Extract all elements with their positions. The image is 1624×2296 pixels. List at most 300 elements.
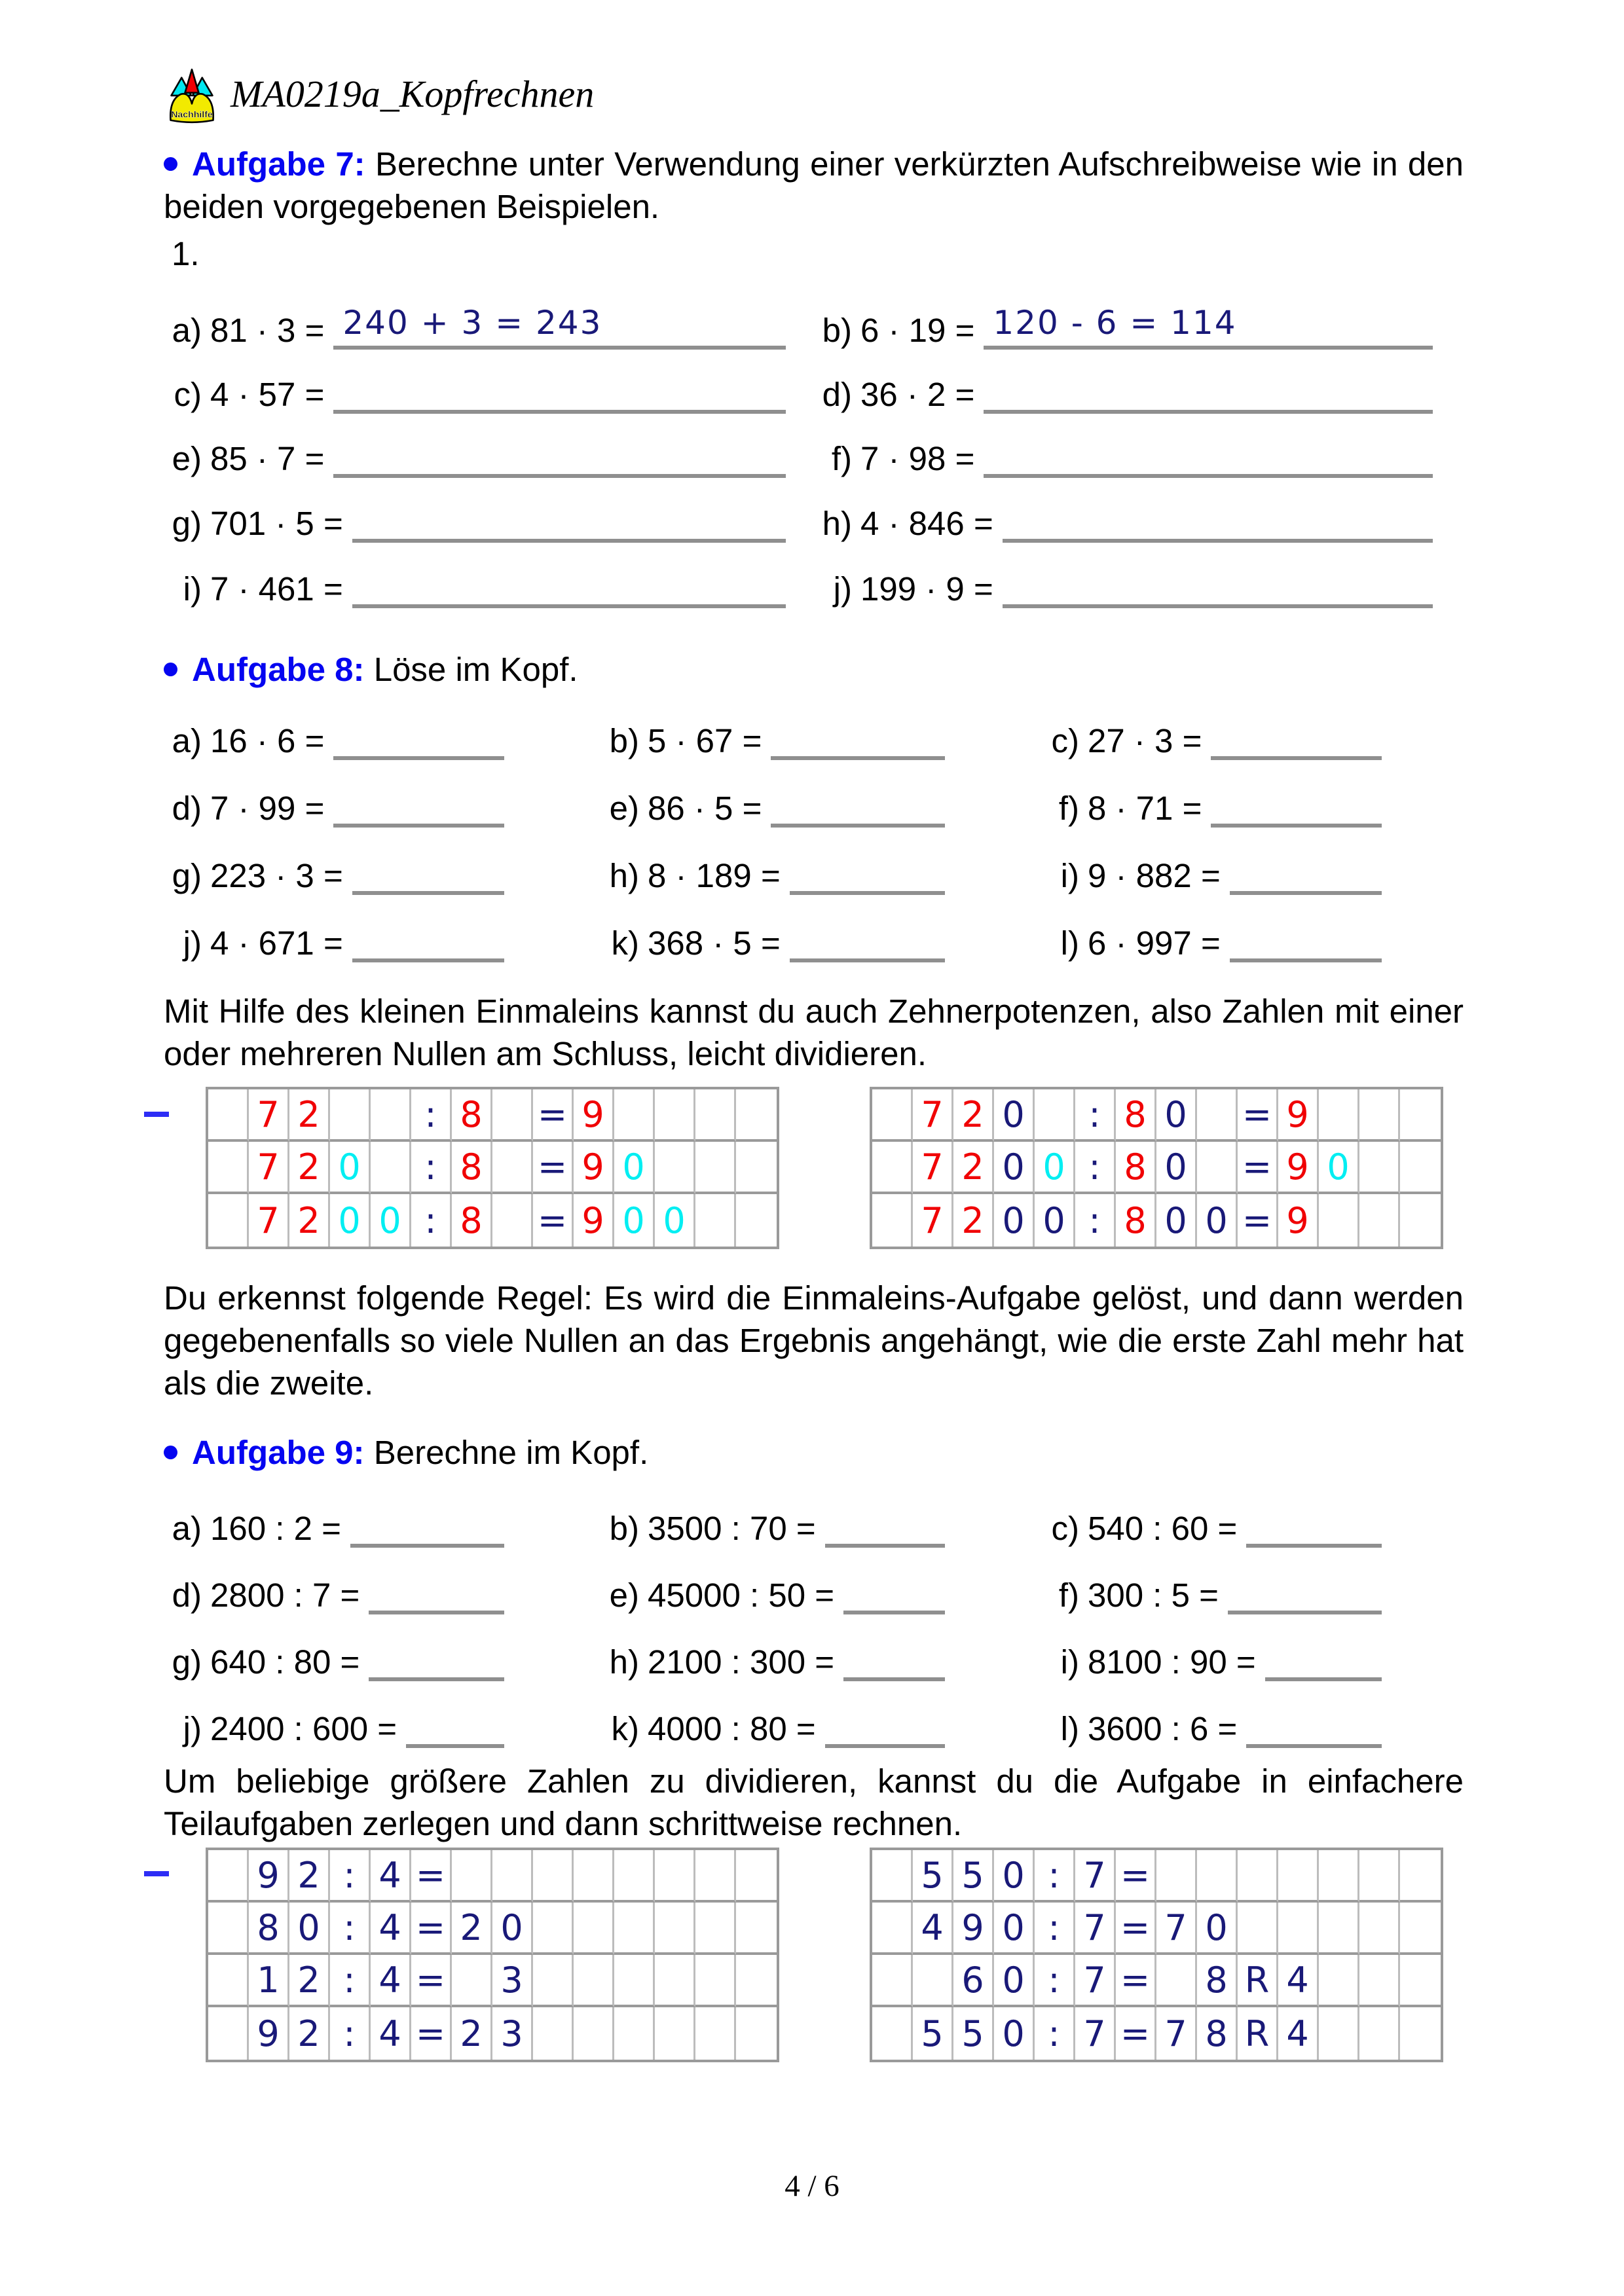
table-cell: = (533, 1194, 574, 1247)
table-cell: 0 (1197, 1194, 1238, 1247)
problem-label: f) (831, 440, 852, 477)
answer-line (790, 849, 945, 895)
answer-line (369, 1635, 504, 1681)
answer-line (352, 562, 786, 608)
answer-line (1003, 562, 1433, 608)
table-cell: 0 (994, 1194, 1035, 1247)
table-cell: 2 (289, 1955, 330, 2007)
table-cell: 0 (330, 1194, 371, 1247)
problem-expression: 300 : 5 = (1088, 1576, 1219, 1614)
table-cell (1197, 1850, 1238, 1903)
table-cell (1359, 2007, 1400, 2060)
problem-expression: 4000 : 80 = (648, 1710, 816, 1747)
problem-label: f) (1058, 1576, 1079, 1614)
problem-expression: 160 : 2 = (210, 1510, 341, 1547)
answer-line (333, 782, 504, 828)
problem-row (814, 566, 1433, 608)
problem-expression: 2400 : 600 = (210, 1710, 397, 1747)
answer-line (984, 368, 1433, 414)
problem-expression: 640 : 80 = (210, 1643, 360, 1681)
table-cell: = (1238, 1194, 1278, 1247)
problem-row (814, 436, 1433, 478)
task8-intro: Löse im Kopf. (373, 651, 578, 688)
problem-expression: 540 : 60 = (1088, 1510, 1238, 1547)
table-cell: : (330, 1955, 371, 2007)
answer-line (333, 304, 786, 350)
problem-expression: 4 · 846 = (860, 505, 993, 542)
table-cell: 0 (1319, 1142, 1359, 1194)
table-cell (492, 1194, 533, 1247)
table-cell (1400, 1142, 1441, 1194)
problem-row (601, 853, 945, 895)
table-cell (1400, 1850, 1441, 1903)
problem-row (601, 1639, 945, 1681)
problem-expression: 199 · 9 = (860, 570, 993, 608)
table-cell: : (1075, 1194, 1116, 1247)
problem-expression: 3600 : 6 = (1088, 1710, 1238, 1747)
table-cell (1359, 1194, 1400, 1247)
table-cell: 0 (330, 1142, 371, 1194)
table-cell (736, 1194, 777, 1247)
problem-row (164, 1573, 504, 1614)
answer-line (843, 1635, 945, 1681)
table-cell: 2 (289, 1850, 330, 1903)
table-cell: 7 (1075, 2007, 1116, 2060)
table-cell (208, 1955, 249, 2007)
table-cell (695, 2007, 736, 2060)
problem-expression: 4 · 671 = (210, 924, 343, 962)
table-cell: 2 (953, 1142, 994, 1194)
table-cell (614, 1089, 655, 1142)
table-cell: : (1035, 1903, 1075, 1955)
table-cell (1359, 1089, 1400, 1142)
table-cell (452, 1850, 492, 1903)
table-cell: 6 (953, 1955, 994, 2007)
table-cell (614, 1955, 655, 2007)
table-cell (872, 1089, 913, 1142)
problem-label: j) (833, 570, 852, 608)
problem-expression: 4 · 57 = (210, 376, 325, 413)
problem-row (164, 501, 786, 543)
table-cell: 0 (655, 1194, 695, 1247)
answer-line (1211, 714, 1382, 760)
problem-expression: 8 · 71 = (1088, 790, 1202, 827)
table-cell (655, 1142, 695, 1194)
table-cell (492, 1142, 533, 1194)
problem-row (1041, 920, 1382, 962)
table-cell: 8 (249, 1903, 289, 1955)
answer-line (350, 1502, 504, 1548)
table-cell (1319, 1194, 1359, 1247)
answer-line (352, 497, 786, 543)
problem-expression: 8 · 189 = (648, 857, 781, 894)
table-cell: 5 (913, 1850, 953, 1903)
problem-row (1041, 853, 1382, 895)
table-cell (1319, 1903, 1359, 1955)
table-cell: 9 (1278, 1089, 1319, 1142)
table-cell (1359, 1955, 1400, 2007)
table-cell: 9 (249, 2007, 289, 2060)
problem-expression: 2800 : 7 = (210, 1576, 360, 1614)
problem-expression: 3500 : 70 = (648, 1510, 816, 1547)
problem-expression: 85 · 7 = (210, 440, 325, 477)
table-cell (913, 1955, 953, 2007)
example-table-72-divided-8 (206, 1087, 779, 1249)
table-cell: : (330, 2007, 371, 2060)
page-number: 4 / 6 (784, 2169, 840, 2203)
table-cell: : (1075, 1089, 1116, 1142)
problem-label: i) (1060, 1643, 1079, 1681)
table-cell (492, 1089, 533, 1142)
table-cell (1319, 1089, 1359, 1142)
table-cell: 0 (994, 2007, 1035, 2060)
document-title: MA0219a_Kopfrechnen (231, 73, 595, 115)
table-cell (371, 1089, 411, 1142)
table-cell (533, 2007, 574, 2060)
table-cell: = (1116, 1850, 1156, 1903)
table-cell: 2 (452, 2007, 492, 2060)
table-cell: 4 (371, 1955, 411, 2007)
logo-text: Nachhilfe (171, 109, 213, 120)
table-cell: 0 (1035, 1142, 1075, 1194)
problem-expression: 7 · 99 = (210, 790, 325, 827)
table-cell: 4 (371, 1903, 411, 1955)
table-cell: 8 (1197, 2007, 1238, 2060)
table-cell (574, 1850, 614, 1903)
problem-row (601, 1706, 945, 1748)
problem-row (601, 920, 945, 962)
problem-label: i) (183, 570, 202, 608)
table-cell (1238, 1850, 1278, 1903)
problem-row (1041, 1706, 1382, 1748)
table-cell: 0 (1197, 1903, 1238, 1955)
table-cell (1035, 1089, 1075, 1142)
answer-line (1003, 497, 1433, 543)
table-cell: = (1116, 1903, 1156, 1955)
problem-row (164, 566, 786, 608)
table-cell (1319, 2007, 1359, 2060)
table-cell (1319, 1955, 1359, 2007)
table-cell (695, 1194, 736, 1247)
table-cell: 3 (492, 1955, 533, 2007)
problem-expression: 7 · 461 = (210, 570, 343, 608)
table-cell (695, 1903, 736, 1955)
answer-line (333, 368, 786, 414)
problem-label: k) (611, 1710, 639, 1747)
task-bullet-icon (164, 157, 177, 171)
table-cell: : (1035, 2007, 1075, 2060)
answer-line (790, 917, 945, 962)
handwritten-answer: 120 - 6 = 114 (993, 304, 1237, 342)
task7-heading (164, 143, 1464, 228)
table-cell: 0 (289, 1903, 330, 1955)
answer-line (369, 1569, 504, 1614)
task9-intro: Berechne im Kopf. (373, 1434, 649, 1471)
problem-row (1041, 718, 1382, 760)
problem-row (164, 372, 786, 414)
table-cell: 0 (994, 1903, 1035, 1955)
problem-label: b) (822, 312, 852, 349)
table-cell: 8 (1116, 1142, 1156, 1194)
problem-label: l) (1060, 1710, 1079, 1747)
table-cell: 0 (1156, 1142, 1197, 1194)
table-cell: 7 (913, 1142, 953, 1194)
table-cell (736, 1142, 777, 1194)
table-cell: R (1238, 2007, 1278, 2060)
table-cell: 0 (994, 1142, 1035, 1194)
table-cell (872, 1194, 913, 1247)
table-cell: 8 (1116, 1194, 1156, 1247)
table-cell (872, 1142, 913, 1194)
info-paragraph-division-powers-of-ten: Mit Hilfe des kleinen Einmaleins kannst du auch Zehnerpotenzen, also Zahlen mit einer oder mehreren Nullen am Schluss, leicht dividieren. (164, 993, 1464, 1072)
answer-line (1230, 849, 1382, 895)
table-cell: : (1035, 1850, 1075, 1903)
table-cell: 2 (452, 1903, 492, 1955)
table-cell: 0 (614, 1142, 655, 1194)
table-cell: R (1238, 1955, 1278, 2007)
problem-row (601, 718, 945, 760)
table-cell: : (330, 1903, 371, 1955)
table-cell: 7 (249, 1142, 289, 1194)
example-table-720-divided-80 (870, 1087, 1443, 1249)
problem-row (601, 1506, 945, 1548)
table-cell: 0 (994, 1850, 1035, 1903)
table-cell: : (411, 1089, 452, 1142)
table-cell (208, 1089, 249, 1142)
table-cell: 8 (452, 1194, 492, 1247)
answer-line (1246, 1502, 1382, 1548)
problem-label: d) (822, 376, 852, 413)
table-cell (208, 1142, 249, 1194)
problem-label: a) (172, 312, 202, 349)
table-cell (208, 2007, 249, 2060)
table-cell (208, 1194, 249, 1247)
problem-label: c) (1051, 722, 1079, 759)
table-cell (574, 1903, 614, 1955)
problem-row (164, 304, 786, 350)
table-cell: 9 (1278, 1142, 1319, 1194)
table-cell (1400, 1194, 1441, 1247)
problem-expression: 45000 : 50 = (648, 1576, 835, 1614)
problem-row (1041, 786, 1382, 828)
table-cell: 9 (249, 1850, 289, 1903)
table-cell: 2 (289, 1194, 330, 1247)
table-cell: = (411, 1955, 452, 2007)
problem-expression: 223 · 3 = (210, 857, 343, 894)
table-cell: = (1238, 1089, 1278, 1142)
table-cell (695, 1850, 736, 1903)
problem-row (164, 920, 504, 962)
table-cell (1197, 1089, 1238, 1142)
table-cell: : (411, 1194, 452, 1247)
problem-label: a) (172, 1510, 202, 1547)
problem-expression: 9 · 882 = (1088, 857, 1221, 894)
table-cell: 7 (249, 1194, 289, 1247)
table-cell: 7 (249, 1089, 289, 1142)
problem-expression: 16 · 6 = (210, 722, 325, 759)
table-cell: 5 (913, 2007, 953, 2060)
task9-heading (164, 1431, 1464, 1474)
table-cell (1156, 1955, 1197, 2007)
table-cell (736, 1850, 777, 1903)
table-cell: 4 (371, 2007, 411, 2060)
table-cell (736, 1089, 777, 1142)
table-cell (1359, 1903, 1400, 1955)
table-cell: 7 (1075, 1955, 1116, 2007)
table-cell: : (1075, 1142, 1116, 1194)
task-bullet-icon (164, 1446, 177, 1459)
table-cell: 0 (371, 1194, 411, 1247)
answer-line (1228, 1569, 1382, 1614)
table-cell: 7 (1075, 1903, 1116, 1955)
problem-label: i) (1060, 857, 1079, 894)
example-table-550-divided-7 (870, 1848, 1443, 2062)
table-cell (736, 1903, 777, 1955)
problem-label: a) (172, 722, 202, 759)
task8-heading (164, 648, 1464, 691)
table-cell: 1 (249, 1955, 289, 2007)
problem-label: e) (609, 790, 639, 827)
table-cell: 9 (1278, 1194, 1319, 1247)
answer-line (1211, 782, 1382, 828)
table-cell: 8 (452, 1089, 492, 1142)
table-cell (614, 2007, 655, 2060)
table-cell: : (330, 1850, 371, 1903)
table-cell (533, 1955, 574, 2007)
table-cell: 4 (913, 1903, 953, 1955)
answer-line (1246, 1702, 1382, 1748)
task-bullet-icon (164, 663, 177, 676)
table-cell (736, 1955, 777, 2007)
table-cell: 0 (1156, 1194, 1197, 1247)
nachhilfe-logo (168, 68, 216, 126)
table-cell (655, 2007, 695, 2060)
table-cell: = (411, 1903, 452, 1955)
table-cell (1400, 1903, 1441, 1955)
answer-line (1230, 917, 1382, 962)
table-cell (614, 1850, 655, 1903)
problem-expression: 86 · 5 = (648, 790, 762, 827)
table-cell: 2 (289, 2007, 330, 2060)
problem-row (164, 718, 504, 760)
table-cell (695, 1955, 736, 2007)
table-cell: 7 (1075, 1850, 1116, 1903)
task7-intro: Berechne unter Verwendung einer verkürzten Aufschreibweise wie in den beiden vorgegebenen Beispielen. (164, 145, 1464, 225)
problem-label: e) (609, 1576, 639, 1614)
task7-label: Aufgabe 7: (192, 145, 365, 183)
table-cell: 5 (953, 2007, 994, 2060)
table-cell: 0 (994, 1089, 1035, 1142)
table-cell: 0 (994, 1955, 1035, 2007)
answer-line (984, 304, 1433, 350)
table-cell (371, 1142, 411, 1194)
dash-bullet-icon (144, 1871, 169, 1876)
answer-line (771, 714, 945, 760)
table-cell (655, 1903, 695, 1955)
answer-line (333, 714, 504, 760)
problem-row (814, 501, 1433, 543)
table-cell (492, 1850, 533, 1903)
table-cell: 4 (1278, 1955, 1319, 2007)
problem-label: l) (1060, 924, 1079, 962)
table-cell (695, 1089, 736, 1142)
dash-bullet-icon (144, 1112, 169, 1117)
table-cell: = (533, 1089, 574, 1142)
example-table-92-divided-4 (206, 1848, 779, 2062)
table-cell: = (1116, 1955, 1156, 2007)
problem-row (164, 1639, 504, 1681)
answer-line (352, 849, 504, 895)
table-cell: 2 (953, 1194, 994, 1247)
table-cell: 7 (1156, 1903, 1197, 1955)
table-cell (1400, 1955, 1441, 2007)
rule-paragraph: Du erkennst folgende Regel: Es wird die Einmaleins-Aufgabe gelöst, und dann werden gegebenenfalls so viele Nullen an das Ergebnis angehängt, wie die erste Zahl mehr hat als die zweite. (164, 1279, 1464, 1402)
table-cell (452, 1955, 492, 2007)
table-cell: 8 (452, 1142, 492, 1194)
problem-row (601, 1573, 945, 1614)
handwritten-answer: 240 + 3 = 243 (342, 304, 602, 342)
problem-label: g) (172, 505, 202, 542)
table-cell: = (411, 1850, 452, 1903)
table-cell (736, 2007, 777, 2060)
problem-row (1041, 1506, 1382, 1548)
table-cell: 8 (1197, 1955, 1238, 2007)
answer-line (984, 432, 1433, 478)
table-cell (614, 1903, 655, 1955)
table-cell: 9 (953, 1903, 994, 1955)
table-cell: 9 (574, 1142, 614, 1194)
problem-expression: 36 · 2 = (860, 376, 975, 413)
problem-row (164, 786, 504, 828)
problem-label: c) (1051, 1510, 1079, 1547)
table-cell (208, 1850, 249, 1903)
problem-label: d) (172, 790, 202, 827)
problem-row (814, 372, 1433, 414)
table-cell: 0 (614, 1194, 655, 1247)
problem-row (814, 304, 1433, 350)
table-cell: 2 (953, 1089, 994, 1142)
table-cell (655, 1955, 695, 2007)
table-cell: : (1035, 1955, 1075, 2007)
problem-row (601, 786, 945, 828)
answer-line (333, 432, 786, 478)
problem-row (1041, 1639, 1382, 1681)
table-cell (872, 2007, 913, 2060)
problem-row (164, 1706, 504, 1748)
answer-line (1265, 1635, 1382, 1681)
problem-expression: 27 · 3 = (1088, 722, 1202, 759)
problem-label: h) (609, 857, 639, 894)
problem-row (164, 853, 504, 895)
table-cell (533, 1903, 574, 1955)
table-cell (872, 1903, 913, 1955)
table-cell: 5 (953, 1850, 994, 1903)
table-cell: 8 (1116, 1089, 1156, 1142)
problem-expression: 2100 : 300 = (648, 1643, 835, 1681)
info-paragraph-stepwise-division: Um beliebige größere Zahlen zu dividieren, kannst du die Aufgabe in einfachere Teilaufgaben zerlegen und dann schrittweise rechnen. (164, 1762, 1464, 1842)
problem-expression: 701 · 5 = (210, 505, 343, 542)
problem-label: j) (183, 924, 202, 962)
table-cell: 9 (574, 1194, 614, 1247)
table-cell: 2 (289, 1142, 330, 1194)
table-cell: 0 (1156, 1089, 1197, 1142)
table-cell (574, 2007, 614, 2060)
problem-label: d) (172, 1576, 202, 1614)
table-cell (872, 1850, 913, 1903)
answer-line (352, 917, 504, 962)
answer-line (843, 1569, 945, 1614)
table-cell: 0 (1035, 1194, 1075, 1247)
